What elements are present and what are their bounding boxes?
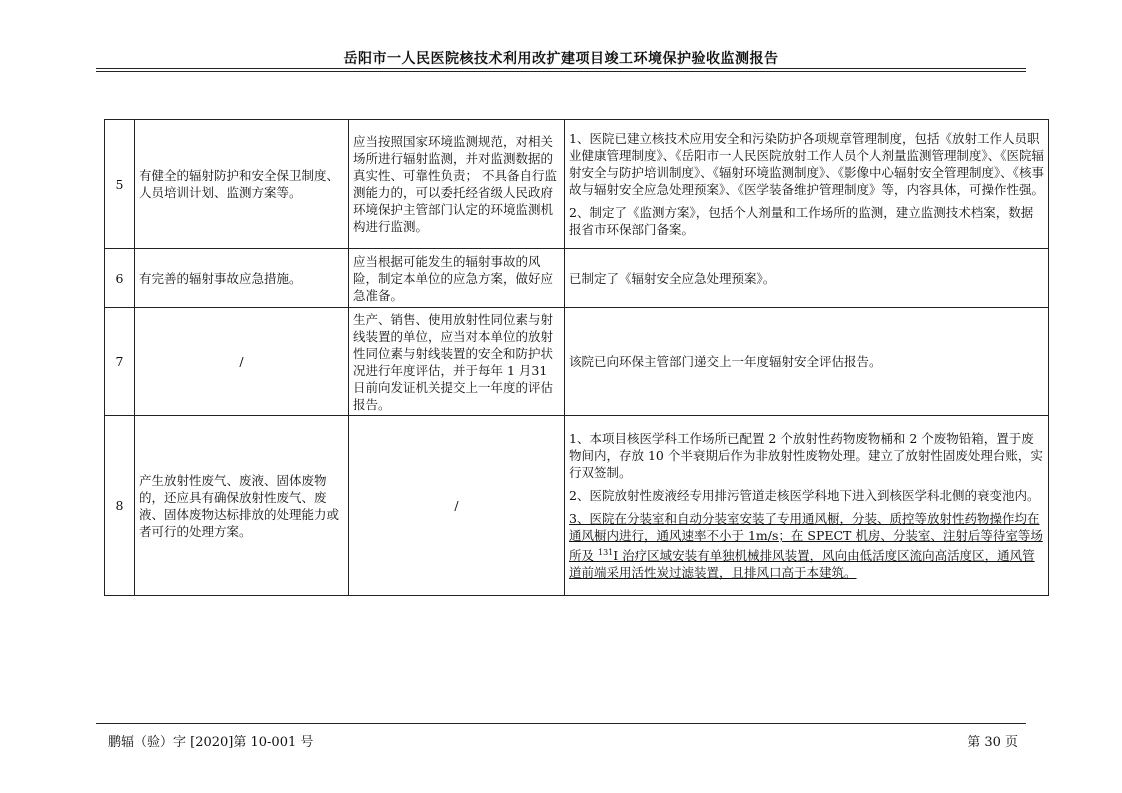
standard-cell: 应当根据可能发生的辐射事故的风险，制定本单位的应急方案，做好应急准备。 [349,249,565,308]
page-title: 岳阳市一人民医院核技术利用改扩建项目竣工环境保护验收监测报告 [343,51,779,67]
status-text: I 治疗区域安装有单独机械排风装置，风向由低活度区流向高活度区，通风管道前端采用活性炭过滤装置，且排风口高于本建筑。 [569,548,1035,581]
table-row [105,416,1049,596]
table-row [105,120,1049,249]
requirement-cell: 有健全的辐射防护和安全保卫制度、人员培训计划、监测方案等。 [135,120,349,249]
requirement-cell: 产生放射性废气、废液、固体废物的，还应具有确保放射性废气、废液、固体废物达标排放的处理能力或者可行的处理方案。 [135,416,349,596]
status-text: 3、医院在分装室和自动分装室安装了专用通风橱，分装、质控等放射性药物操作均在通风橱内进行，通风速率不小于 1m/s；在 SPECT 机房、分装室、注射后等待室等场所及 [569,510,1043,564]
header-rule-thin [96,71,1026,72]
status-cell [565,249,1049,308]
status-cell [565,416,1049,596]
status-paragraph: 2、医院放射性废液经专用排污管道走核医学科地下进入到核医学科北侧的衰变池内。 [569,487,1040,503]
document-number: 鹏辐（验）字 [2020]第 10-001 号 [108,735,314,750]
row-number: 7 [105,308,135,416]
table-row [105,308,1049,416]
row-number: 8 [105,416,135,596]
footer-rule [96,723,1026,724]
standard-cell: / [349,416,565,596]
header-rule [96,68,1026,69]
status-paragraph-underlined [569,510,1044,581]
requirement-cell: / [135,308,349,416]
requirement-cell: 有完善的辐射事故应急措施。 [135,249,349,308]
isotope-superscript: 131 [597,547,614,557]
status-paragraph: 1、医院已建立核技术应用安全和污染防护各项规章管理制度，包括《放射工作人员职业健康管理制度》、《岳阳市一人民医院放射工作人员个人剂量监测管理制度》、《医院辐射安全与防护培训制度》、《辐射环境监测制度》、《影像中心辐射安全管理制度》、《核事故与辐射安全应急处理预案》、《医学装备维护管理制度》等，内容具体，可操作性强。 [569,131,1045,197]
standard-cell: 生产、销售、使用放射性同位素与射线装置的单位，应当对本单位的放射性同位素与射线装置的安全和防护状况进行年度评估，并于每年 1 月31 日前向发证机关提交上一年度的评估报告。 [349,308,565,416]
standard-cell: 应当按照国家环境监测规范，对相关场所进行辐射监测，并对监测数据的真实性、可靠性负责； 不具备自行监测能力的，可以委托经省级人民政府环境保护主管部门认定的环境监测机构进行监测。 [349,120,565,249]
row-number: 6 [105,249,135,308]
row-number: 5 [105,120,135,249]
status-cell [565,308,1049,416]
status-paragraph: 该院已向环保主管部门递交上一年度辐射安全评估报告。 [569,354,882,369]
status-paragraph: 2、制定了《监测方案》，包括个人剂量和工作场所的监测，建立监测技术档案，数据报省市环保部门备案。 [569,205,1034,237]
status-cell [565,120,1049,249]
status-paragraph: 已制定了《辐射安全应急处理预案》。 [569,270,776,286]
status-paragraph: 1、本项目核医学科工作场所已配置 2 个放射性药物废物桶和 2 个废物铅箱，置于废物间内，存放 10 个半衰期后作为非放射性废物处理。建立了放射性固废处理台账，实行双签制。 [569,430,1043,480]
page-number: 第 30 页 [967,735,1018,750]
acceptance-table [104,119,1049,596]
table-row [105,249,1049,308]
